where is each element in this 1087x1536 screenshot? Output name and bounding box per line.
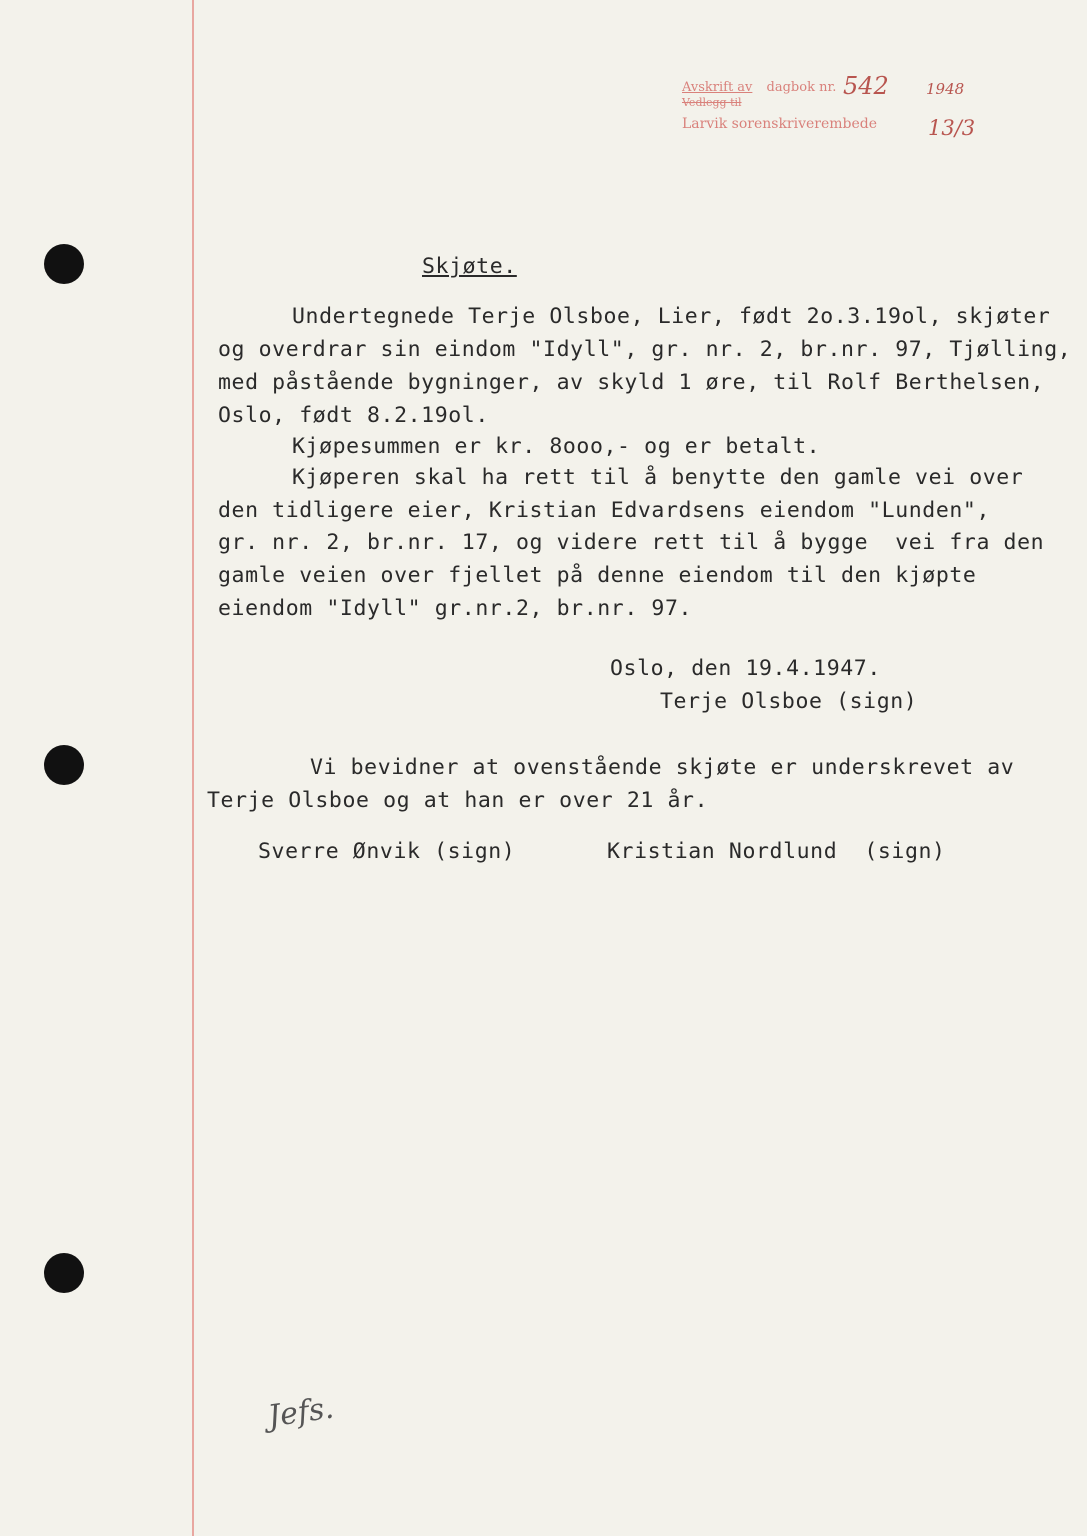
stamp-year: 1948 [926,80,965,98]
stamp-line-1: Avskrift av dagbok nr. [682,80,837,95]
paragraph-3-line: gr. nr. 2, br.nr. 17, og videre rett til å bygge vei fra den [218,530,1045,555]
paragraph-3-line: den tidligere eier, Kristian Edvardsens eiendom "Lunden", [218,498,991,523]
stamp-date: 13/3 [928,116,976,140]
signer: Terje Olsboe (sign) [660,689,918,714]
paragraph-3-line: eiendom "Idyll" gr.nr.2, br.nr. 97. [218,596,693,621]
stamp-line-3: Larvik sorenskriverembede [682,116,878,132]
punch-hole [44,745,84,785]
purchase-price: Kjøpesummen er kr. 8ooo,- og er betalt. [292,434,821,459]
handwritten-initials: Jefs. [265,1390,336,1435]
paragraph-3-line: gamle veien over fjellet på denne eiendom til den kjøpte [218,563,977,588]
punch-hole [44,1253,84,1293]
paragraph-1-line: med påstående bygninger, av skyld 1 øre, til Rolf Berthelsen, [218,370,1045,395]
punch-hole [44,244,84,284]
paragraph-1-line: Undertegnede Terje Olsboe, Lier, født 2o.3.19ol, skjøter [292,304,1051,329]
dagbok-number: 542 [843,72,889,100]
paragraph-1-line: Oslo, født 8.2.19ol. [218,403,489,428]
witness-statement-line: Vi bevidner at ovenstående skjøte er underskrevet av [310,755,1015,780]
witness-statement-line: Terje Olsboe og at han er over 21 år. [207,788,709,813]
stamp-line-2: Vedlegg til [682,96,742,109]
paragraph-3-line: Kjøperen skal ha rett til å benytte den gamle vei over [292,465,1024,490]
paragraph-1-line: og overdrar sin eindom "Idyll", gr. nr. 2, br.nr. 97, Tjølling, [218,337,1072,362]
witness-2-signature: Kristian Nordlund (sign) [607,839,946,864]
witness-1-signature: Sverre Ønvik (sign) [258,839,516,864]
document-title: Skjøte. [422,254,517,279]
place-date: Oslo, den 19.4.1947. [610,656,881,681]
red-margin-line [192,0,194,1536]
